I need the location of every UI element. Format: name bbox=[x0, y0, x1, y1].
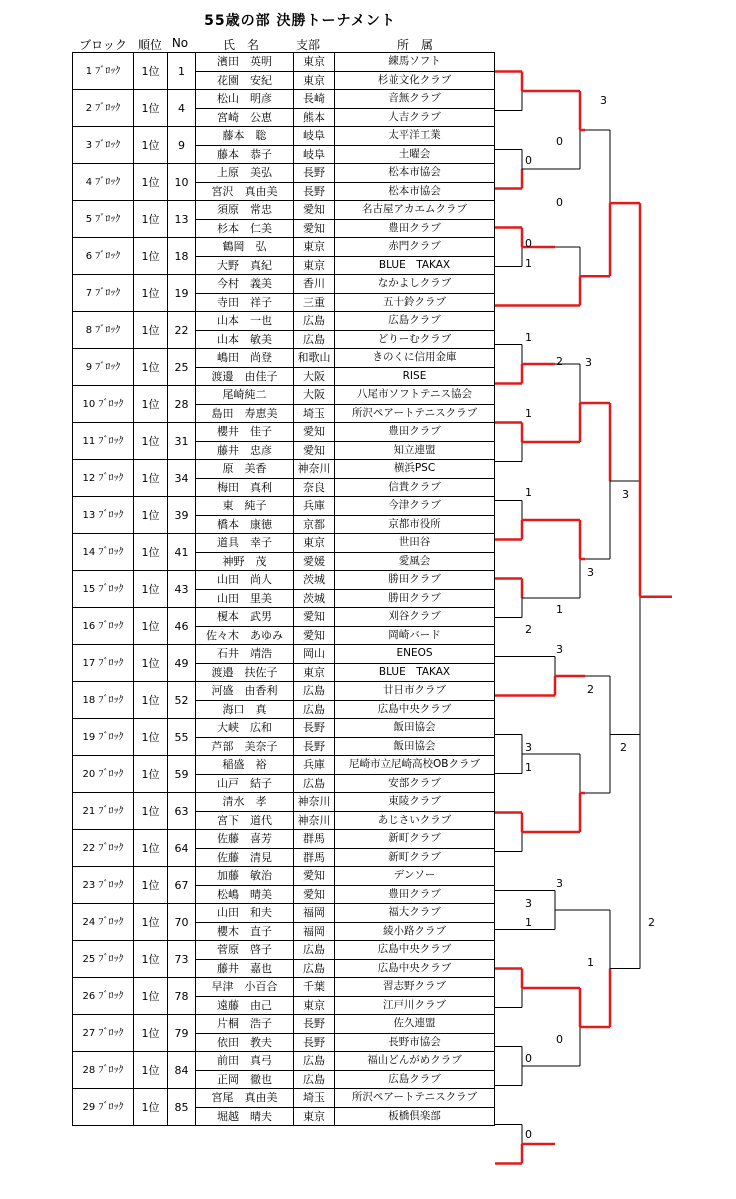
branch-cell: 長野 bbox=[294, 737, 335, 756]
player-name-cell: 正岡 徹也 bbox=[196, 1070, 294, 1089]
branch-cell: 東京 bbox=[294, 238, 335, 257]
player-name-cell: 佐藤 喜芳 bbox=[196, 830, 294, 849]
affiliation-cell: 勝田クラブ bbox=[335, 589, 495, 608]
match-score: 2 bbox=[620, 741, 627, 754]
match-score: 3 bbox=[585, 356, 592, 369]
branch-cell: 兵庫 bbox=[294, 497, 335, 516]
affiliation-cell: 長野市協会 bbox=[335, 1033, 495, 1052]
no-cell: 43 bbox=[168, 571, 196, 608]
match-score: 0 bbox=[556, 135, 563, 148]
block-cell: 2 ﾌﾞﾛｯｸ bbox=[73, 90, 134, 127]
player-name-cell: 櫻木 直子 bbox=[196, 922, 294, 941]
player-name-cell: 清水 孝 bbox=[196, 793, 294, 812]
header-rank: 順位 bbox=[137, 38, 162, 52]
branch-cell: 広島 bbox=[294, 1070, 335, 1089]
affiliation-cell: 新町クラブ bbox=[335, 848, 495, 867]
player-name-cell: 道具 幸子 bbox=[196, 534, 294, 553]
no-cell: 41 bbox=[168, 534, 196, 571]
branch-cell: 愛知 bbox=[294, 423, 335, 442]
player-name-cell: 山本 敏美 bbox=[196, 330, 294, 349]
affiliation-cell: 東陵クラブ bbox=[335, 793, 495, 812]
match-score: 1 bbox=[525, 257, 532, 270]
branch-cell: 千葉 bbox=[294, 978, 335, 997]
branch-cell: 奈良 bbox=[294, 478, 335, 497]
player-name-cell: 稲盛 裕 bbox=[196, 756, 294, 775]
match-score: 1 bbox=[556, 603, 563, 616]
affiliation-cell: あじさいクラブ bbox=[335, 811, 495, 830]
affiliation-cell: デンソー bbox=[335, 867, 495, 886]
player-name-cell: 加藤 敏治 bbox=[196, 867, 294, 886]
affiliation-cell: 刈谷クラブ bbox=[335, 608, 495, 627]
player-name-cell: 河盛 由香利 bbox=[196, 682, 294, 701]
match-score: 2 bbox=[587, 683, 594, 696]
affiliation-cell: 広島クラブ bbox=[335, 312, 495, 331]
branch-cell: 愛知 bbox=[294, 885, 335, 904]
branch-cell: 長野 bbox=[294, 1033, 335, 1052]
player-name-cell: 藤井 忠彦 bbox=[196, 441, 294, 460]
block-cell: 17 ﾌﾞﾛｯｸ bbox=[73, 645, 134, 682]
affiliation-cell: 世田谷 bbox=[335, 534, 495, 553]
rank-cell: 1位 bbox=[134, 645, 168, 682]
branch-cell: 広島 bbox=[294, 1052, 335, 1071]
player-name-cell: 早津 小百合 bbox=[196, 978, 294, 997]
branch-cell: 岡山 bbox=[294, 645, 335, 664]
match-score: 0 bbox=[525, 1128, 532, 1141]
affiliation-cell: 勝田クラブ bbox=[335, 571, 495, 590]
no-cell: 79 bbox=[168, 1015, 196, 1052]
no-cell: 52 bbox=[168, 682, 196, 719]
header-affiliation: 所 属 bbox=[396, 38, 433, 52]
block-cell: 3 ﾌﾞﾛｯｸ bbox=[73, 127, 134, 164]
branch-cell: 福岡 bbox=[294, 922, 335, 941]
affiliation-cell: RISE bbox=[335, 367, 495, 386]
affiliation-cell: 豊田クラブ bbox=[335, 885, 495, 904]
no-cell: 25 bbox=[168, 349, 196, 386]
no-cell: 55 bbox=[168, 719, 196, 756]
affiliation-cell: 習志野クラブ bbox=[335, 978, 495, 997]
no-cell: 73 bbox=[168, 941, 196, 978]
player-name-cell: 松嶋 晴美 bbox=[196, 885, 294, 904]
no-cell: 46 bbox=[168, 608, 196, 645]
rank-cell: 1位 bbox=[134, 127, 168, 164]
affiliation-cell: 愛風会 bbox=[335, 552, 495, 571]
branch-cell: 広島 bbox=[294, 682, 335, 701]
no-cell: 63 bbox=[168, 793, 196, 830]
branch-cell: 広島 bbox=[294, 700, 335, 719]
block-cell: 9 ﾌﾞﾛｯｸ bbox=[73, 349, 134, 386]
rank-cell: 1位 bbox=[134, 201, 168, 238]
branch-cell: 神奈川 bbox=[294, 811, 335, 830]
branch-cell: 愛知 bbox=[294, 201, 335, 220]
rank-cell: 1位 bbox=[134, 682, 168, 719]
rank-cell: 1位 bbox=[134, 608, 168, 645]
branch-cell: 和歌山 bbox=[294, 349, 335, 368]
match-score: 3 bbox=[525, 741, 532, 754]
player-name-cell: 東 純子 bbox=[196, 497, 294, 516]
no-cell: 31 bbox=[168, 423, 196, 460]
rank-cell: 1位 bbox=[134, 1089, 168, 1126]
player-name-cell: 渡邉 扶佐子 bbox=[196, 663, 294, 682]
rank-cell: 1位 bbox=[134, 830, 168, 867]
affiliation-cell: 知立連盟 bbox=[335, 441, 495, 460]
player-name-cell: 神野 茂 bbox=[196, 552, 294, 571]
player-name-cell: 須原 常忠 bbox=[196, 201, 294, 220]
no-cell: 10 bbox=[168, 164, 196, 201]
affiliation-cell: 赤門クラブ bbox=[335, 238, 495, 257]
branch-cell: 愛知 bbox=[294, 219, 335, 238]
no-cell: 67 bbox=[168, 867, 196, 904]
no-cell: 34 bbox=[168, 460, 196, 497]
branch-cell: 愛知 bbox=[294, 441, 335, 460]
branch-cell: 大阪 bbox=[294, 367, 335, 386]
branch-cell: 埼玉 bbox=[294, 404, 335, 423]
no-cell: 84 bbox=[168, 1052, 196, 1089]
branch-cell: 東京 bbox=[294, 534, 335, 553]
block-cell: 18 ﾌﾞﾛｯｸ bbox=[73, 682, 134, 719]
branch-cell: 三重 bbox=[294, 293, 335, 312]
player-name-cell: 原 美香 bbox=[196, 460, 294, 479]
affiliation-cell: 佐久連盟 bbox=[335, 1015, 495, 1034]
affiliation-cell: 信貴クラブ bbox=[335, 478, 495, 497]
match-score: 3 bbox=[556, 643, 563, 656]
branch-cell: 東京 bbox=[294, 663, 335, 682]
rank-cell: 1位 bbox=[134, 386, 168, 423]
block-cell: 5 ﾌﾞﾛｯｸ bbox=[73, 201, 134, 238]
rank-cell: 1位 bbox=[134, 1015, 168, 1052]
player-name-cell: 前田 真弓 bbox=[196, 1052, 294, 1071]
affiliation-cell: 板橋倶楽部 bbox=[335, 1107, 495, 1126]
player-name-cell: 佐藤 清見 bbox=[196, 848, 294, 867]
player-name-cell: 堀越 晴夫 bbox=[196, 1107, 294, 1126]
match-score: 0 bbox=[525, 1052, 532, 1065]
branch-cell: 兵庫 bbox=[294, 756, 335, 775]
affiliation-cell: 八尾市ソフトテニス協会 bbox=[335, 386, 495, 405]
block-cell: 21 ﾌﾞﾛｯｸ bbox=[73, 793, 134, 830]
affiliation-cell: 名古屋アカエムクラブ bbox=[335, 201, 495, 220]
match-score: 3 bbox=[525, 897, 532, 910]
rank-cell: 1位 bbox=[134, 497, 168, 534]
rank-cell: 1位 bbox=[134, 53, 168, 90]
player-name-cell: 尾崎純二 bbox=[196, 386, 294, 405]
rank-cell: 1位 bbox=[134, 423, 168, 460]
player-name-cell: 杉本 仁美 bbox=[196, 219, 294, 238]
branch-cell: 広島 bbox=[294, 941, 335, 960]
branch-cell: 京都 bbox=[294, 515, 335, 534]
affiliation-cell: 新町クラブ bbox=[335, 830, 495, 849]
affiliation-cell: 福大クラブ bbox=[335, 904, 495, 923]
player-name-cell: 濱田 英明 bbox=[196, 53, 294, 72]
block-cell: 23 ﾌﾞﾛｯｸ bbox=[73, 867, 134, 904]
player-name-cell: 山戸 結子 bbox=[196, 774, 294, 793]
branch-cell: 東京 bbox=[294, 53, 335, 72]
branch-cell: 広島 bbox=[294, 774, 335, 793]
block-cell: 1 ﾌﾞﾛｯｸ bbox=[73, 53, 134, 90]
player-name-cell: 菅原 啓子 bbox=[196, 941, 294, 960]
branch-cell: 広島 bbox=[294, 330, 335, 349]
affiliation-cell: なかよしクラブ bbox=[335, 275, 495, 294]
branch-cell: 長崎 bbox=[294, 90, 335, 109]
affiliation-cell: 練馬ソフト bbox=[335, 53, 495, 72]
affiliation-cell: 今津クラブ bbox=[335, 497, 495, 516]
rank-cell: 1位 bbox=[134, 719, 168, 756]
block-cell: 13 ﾌﾞﾛｯｸ bbox=[73, 497, 134, 534]
no-cell: 22 bbox=[168, 312, 196, 349]
no-cell: 19 bbox=[168, 275, 196, 312]
player-name-cell: 宮尾 真由美 bbox=[196, 1089, 294, 1108]
rank-cell: 1位 bbox=[134, 164, 168, 201]
header-no: No bbox=[171, 36, 189, 50]
player-name-cell: 宮崎 公恵 bbox=[196, 108, 294, 127]
match-score: 0 bbox=[525, 154, 532, 167]
block-cell: 19 ﾌﾞﾛｯｸ bbox=[73, 719, 134, 756]
player-name-cell: 大野 真紀 bbox=[196, 256, 294, 275]
rank-cell: 1位 bbox=[134, 904, 168, 941]
player-name-cell: 嶋田 尚登 bbox=[196, 349, 294, 368]
branch-cell: 長野 bbox=[294, 182, 335, 201]
player-name-cell: 上原 美弘 bbox=[196, 164, 294, 183]
block-cell: 29 ﾌﾞﾛｯｸ bbox=[73, 1089, 134, 1126]
branch-cell: 東京 bbox=[294, 71, 335, 90]
branch-cell: 岐阜 bbox=[294, 145, 335, 164]
branch-cell: 愛知 bbox=[294, 626, 335, 645]
player-name-cell: 橋本 康徳 bbox=[196, 515, 294, 534]
player-name-cell: 遠藤 由己 bbox=[196, 996, 294, 1015]
affiliation-cell: 岡崎バード bbox=[335, 626, 495, 645]
block-cell: 11 ﾌﾞﾛｯｸ bbox=[73, 423, 134, 460]
branch-cell: 茨城 bbox=[294, 589, 335, 608]
affiliation-cell: BLUE TAKAX bbox=[335, 663, 495, 682]
block-cell: 16 ﾌﾞﾛｯｸ bbox=[73, 608, 134, 645]
rank-cell: 1位 bbox=[134, 90, 168, 127]
block-cell: 10 ﾌﾞﾛｯｸ bbox=[73, 386, 134, 423]
player-name-cell: 松山 明彦 bbox=[196, 90, 294, 109]
affiliation-cell: 廿日市クラブ bbox=[335, 682, 495, 701]
branch-cell: 大阪 bbox=[294, 386, 335, 405]
affiliation-cell: BLUE TAKAX bbox=[335, 256, 495, 275]
branch-cell: 埼玉 bbox=[294, 1089, 335, 1108]
player-name-cell: 梅田 真利 bbox=[196, 478, 294, 497]
block-cell: 22 ﾌﾞﾛｯｸ bbox=[73, 830, 134, 867]
rank-cell: 1位 bbox=[134, 1052, 168, 1089]
affiliation-cell: 横浜PSC bbox=[335, 460, 495, 479]
no-cell: 9 bbox=[168, 127, 196, 164]
match-score: 2 bbox=[525, 623, 532, 636]
affiliation-cell: 所沢ペアートテニスクラブ bbox=[335, 1089, 495, 1108]
branch-cell: 広島 bbox=[294, 312, 335, 331]
affiliation-cell: 尼崎市立尼崎高校OBクラブ bbox=[335, 756, 495, 775]
rank-cell: 1位 bbox=[134, 867, 168, 904]
affiliation-cell: 広島中央クラブ bbox=[335, 700, 495, 719]
affiliation-cell: 安部クラブ bbox=[335, 774, 495, 793]
rank-cell: 1位 bbox=[134, 941, 168, 978]
affiliation-cell: 広島クラブ bbox=[335, 1070, 495, 1089]
player-name-cell: 花園 安紀 bbox=[196, 71, 294, 90]
match-score: 0 bbox=[556, 1033, 563, 1046]
rank-cell: 1位 bbox=[134, 793, 168, 830]
match-score: 0 bbox=[556, 196, 563, 209]
affiliation-cell: 松本市協会 bbox=[335, 182, 495, 201]
match-score: 3 bbox=[600, 94, 607, 107]
no-cell: 49 bbox=[168, 645, 196, 682]
affiliation-cell: 豊田クラブ bbox=[335, 423, 495, 442]
player-name-cell: 山田 和夫 bbox=[196, 904, 294, 923]
player-name-cell: 宮下 道代 bbox=[196, 811, 294, 830]
affiliation-cell: 音無クラブ bbox=[335, 90, 495, 109]
block-cell: 24 ﾌﾞﾛｯｸ bbox=[73, 904, 134, 941]
affiliation-cell: 広島中央クラブ bbox=[335, 941, 495, 960]
player-name-cell: 依田 教夫 bbox=[196, 1033, 294, 1052]
affiliation-cell: 江戸川クラブ bbox=[335, 996, 495, 1015]
affiliation-cell: 土曜会 bbox=[335, 145, 495, 164]
branch-cell: 熊本 bbox=[294, 108, 335, 127]
match-score: 3 bbox=[587, 566, 594, 579]
affiliation-cell: 広島中央クラブ bbox=[335, 959, 495, 978]
match-score: 3 bbox=[622, 488, 629, 501]
affiliation-cell: どりーむクラブ bbox=[335, 330, 495, 349]
branch-cell: 香川 bbox=[294, 275, 335, 294]
block-cell: 15 ﾌﾞﾛｯｸ bbox=[73, 571, 134, 608]
branch-cell: 東京 bbox=[294, 1107, 335, 1126]
branch-cell: 東京 bbox=[294, 256, 335, 275]
no-cell: 13 bbox=[168, 201, 196, 238]
player-name-cell: 鶴岡 弘 bbox=[196, 238, 294, 257]
rank-cell: 1位 bbox=[134, 349, 168, 386]
rank-cell: 1位 bbox=[134, 460, 168, 497]
player-name-cell: 藤本 聡 bbox=[196, 127, 294, 146]
player-name-cell: 藤本 恭子 bbox=[196, 145, 294, 164]
player-name-cell: 榎本 武男 bbox=[196, 608, 294, 627]
player-name-cell: 藤井 嘉也 bbox=[196, 959, 294, 978]
affiliation-cell: 京都市役所 bbox=[335, 515, 495, 534]
block-cell: 14 ﾌﾞﾛｯｸ bbox=[73, 534, 134, 571]
block-cell: 8 ﾌﾞﾛｯｸ bbox=[73, 312, 134, 349]
rank-cell: 1位 bbox=[134, 756, 168, 793]
match-score: 1 bbox=[525, 761, 532, 774]
match-score: 1 bbox=[525, 916, 532, 929]
match-score: 1 bbox=[587, 956, 594, 969]
branch-cell: 群馬 bbox=[294, 848, 335, 867]
branch-cell: 広島 bbox=[294, 959, 335, 978]
branch-cell: 岐阜 bbox=[294, 127, 335, 146]
no-cell: 28 bbox=[168, 386, 196, 423]
no-cell: 85 bbox=[168, 1089, 196, 1126]
header-branch: 支部 bbox=[295, 38, 320, 52]
page-title: 55歳の部 決勝トーナメント bbox=[204, 13, 396, 29]
affiliation-cell: ENEOS bbox=[335, 645, 495, 664]
affiliation-cell: 飯田協会 bbox=[335, 719, 495, 738]
branch-cell: 群馬 bbox=[294, 830, 335, 849]
no-cell: 18 bbox=[168, 238, 196, 275]
match-score: 3 bbox=[556, 877, 563, 890]
block-cell: 25 ﾌﾞﾛｯｸ bbox=[73, 941, 134, 978]
affiliation-cell: きのくに信用金庫 bbox=[335, 349, 495, 368]
block-cell: 27 ﾌﾞﾛｯｸ bbox=[73, 1015, 134, 1052]
player-name-cell: 大峡 広和 bbox=[196, 719, 294, 738]
affiliation-cell: 杉並文化クラブ bbox=[335, 71, 495, 90]
no-cell: 1 bbox=[168, 53, 196, 90]
no-cell: 70 bbox=[168, 904, 196, 941]
branch-cell: 愛知 bbox=[294, 867, 335, 886]
branch-cell: 長野 bbox=[294, 164, 335, 183]
match-score: 1 bbox=[525, 486, 532, 499]
block-cell: 6 ﾌﾞﾛｯｸ bbox=[73, 238, 134, 275]
affiliation-cell: 福山どんがめクラブ bbox=[335, 1052, 495, 1071]
player-name-cell: 佐々木 あゆみ bbox=[196, 626, 294, 645]
match-score: 1 bbox=[525, 407, 532, 420]
player-name-cell: 櫻井 佳子 bbox=[196, 423, 294, 442]
block-cell: 26 ﾌﾞﾛｯｸ bbox=[73, 978, 134, 1015]
branch-cell: 神奈川 bbox=[294, 793, 335, 812]
block-cell: 4 ﾌﾞﾛｯｸ bbox=[73, 164, 134, 201]
affiliation-cell: 松本市協会 bbox=[335, 164, 495, 183]
affiliation-cell: 豊田クラブ bbox=[335, 219, 495, 238]
player-name-cell: 山田 里美 bbox=[196, 589, 294, 608]
block-cell: 28 ﾌﾞﾛｯｸ bbox=[73, 1052, 134, 1089]
player-name-cell: 今村 義美 bbox=[196, 275, 294, 294]
branch-cell: 長野 bbox=[294, 719, 335, 738]
affiliation-cell: 飯田協会 bbox=[335, 737, 495, 756]
no-cell: 64 bbox=[168, 830, 196, 867]
header-block: ブロック bbox=[79, 38, 127, 52]
player-name-cell: 海口 真 bbox=[196, 700, 294, 719]
no-cell: 39 bbox=[168, 497, 196, 534]
player-name-cell: 宮沢 真由美 bbox=[196, 182, 294, 201]
affiliation-cell: 太平洋工業 bbox=[335, 127, 495, 146]
match-score: 0 bbox=[525, 237, 532, 250]
branch-cell: 愛知 bbox=[294, 608, 335, 627]
branch-cell: 長野 bbox=[294, 1015, 335, 1034]
branch-cell: 神奈川 bbox=[294, 460, 335, 479]
player-name-cell: 山田 尚人 bbox=[196, 571, 294, 590]
match-score: 2 bbox=[556, 355, 563, 368]
player-name-cell: 渡邊 由佳子 bbox=[196, 367, 294, 386]
affiliation-cell: 五十鈴クラブ bbox=[335, 293, 495, 312]
player-name-cell: 寺田 祥子 bbox=[196, 293, 294, 312]
no-cell: 78 bbox=[168, 978, 196, 1015]
affiliation-cell: 綾小路クラブ bbox=[335, 922, 495, 941]
player-name-cell: 山本 一也 bbox=[196, 312, 294, 331]
header-name: 氏 名 bbox=[222, 38, 259, 52]
branch-cell: 愛媛 bbox=[294, 552, 335, 571]
block-cell: 7 ﾌﾞﾛｯｸ bbox=[73, 275, 134, 312]
block-cell: 20 ﾌﾞﾛｯｸ bbox=[73, 756, 134, 793]
rank-cell: 1位 bbox=[134, 534, 168, 571]
match-score: 1 bbox=[525, 331, 532, 344]
no-cell: 59 bbox=[168, 756, 196, 793]
player-name-cell: 芦部 美奈子 bbox=[196, 737, 294, 756]
player-name-cell: 石井 靖浩 bbox=[196, 645, 294, 664]
affiliation-cell: 人吉クラブ bbox=[335, 108, 495, 127]
branch-cell: 茨城 bbox=[294, 571, 335, 590]
player-name-cell: 片桐 浩子 bbox=[196, 1015, 294, 1034]
rank-cell: 1位 bbox=[134, 978, 168, 1015]
rank-cell: 1位 bbox=[134, 238, 168, 275]
rank-cell: 1位 bbox=[134, 571, 168, 608]
no-cell: 4 bbox=[168, 90, 196, 127]
affiliation-cell: 所沢ペアートテニスクラブ bbox=[335, 404, 495, 423]
player-name-cell: 島田 寿恵美 bbox=[196, 404, 294, 423]
block-cell: 12 ﾌﾞﾛｯｸ bbox=[73, 460, 134, 497]
match-score: 2 bbox=[648, 916, 655, 929]
rank-cell: 1位 bbox=[134, 275, 168, 312]
rank-cell: 1位 bbox=[134, 312, 168, 349]
branch-cell: 福岡 bbox=[294, 904, 335, 923]
branch-cell: 東京 bbox=[294, 996, 335, 1015]
